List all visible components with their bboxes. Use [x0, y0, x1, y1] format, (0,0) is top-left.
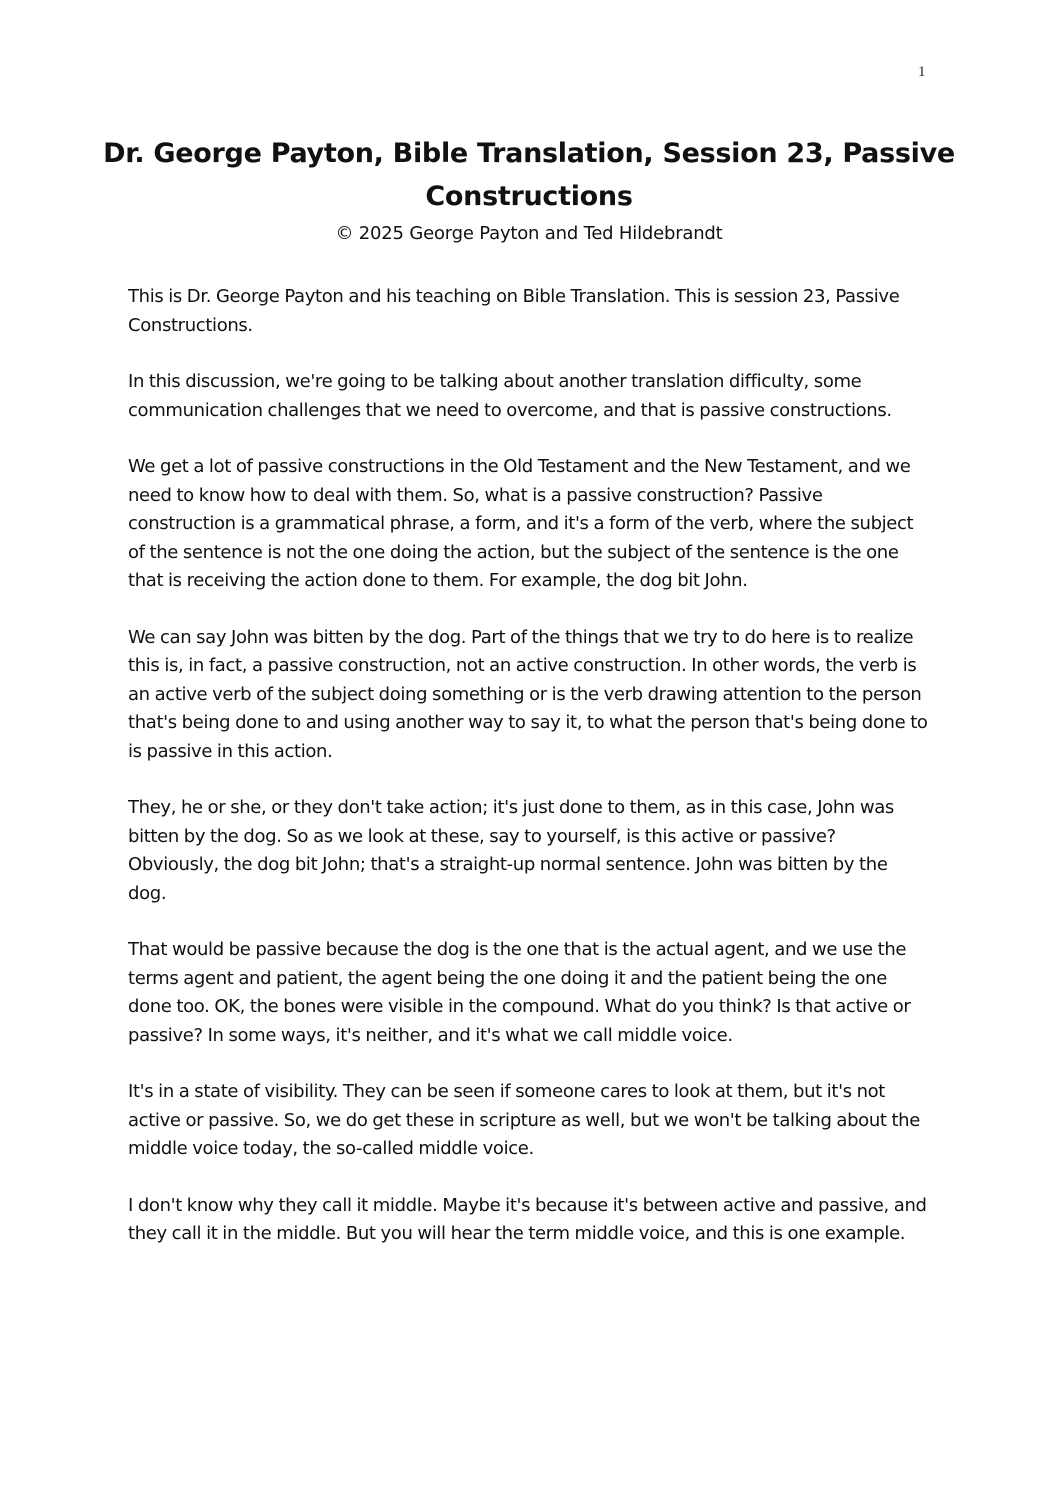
- paragraph: In this discussion, we're going to be talking about another translation difficulty, some communication challenges that we need to overcome, and that is passive constructions.: [128, 371, 892, 421]
- paragraph: It's in a state of visibility. They can be seen if someone cares to look at them, but it's not active or passive. So, we do get these in scripture as well, but we won't be talking about the middle voice today, the so-called middle voice.: [128, 1081, 920, 1159]
- paragraph: We can say John was bitten by the dog. Part of the things that we try to do here is to realize this is, in fact, a passive construction, not an active construction. In other words, the verb is an active verb of the subject doing something or is the verb drawing attention to the person that's being done to and using another way to say it, to what the person that's being done to is passive in this action.: [128, 626, 928, 762]
- paragraph: We get a lot of passive constructions in the Old Testament and the New Testament, and we need to know how to deal with them. So, what is a passive construction? Passive construction is a grammatical phrase, a form, and it's a form of the verb, where the subject of the sentence is not the one doing the action, but the subject of the sentence is the one that is receiving the action done to them. For example, the dog bit John.: [128, 456, 914, 591]
- document-title: Dr. George Payton, Bible Translation, Session 23, Passive Constructions: [103, 138, 955, 212]
- page-number: 1: [918, 64, 926, 80]
- paragraph: I don't know why they call it middle. Maybe it's because it's between active and passive, and they call it in the middle. But you will hear the term middle voice, and this is one example.: [128, 1194, 927, 1244]
- copyright-line: © 2025 George Payton and Ted Hildebrandt: [335, 223, 723, 244]
- paragraph: That would be passive because the dog is the one that is the actual agent, and we use the terms agent and patient, the agent being the one doing it and the patient being the one done too. OK, the bones were visible in the compound. What do you think? Is that active or passive? In some ways, it's neither, and it's what we call middle voice.: [128, 939, 911, 1046]
- paragraph: They, he or she, or they don't take action; it's just done to them, as in this case, John was bitten by the dog. So as we look at these, say to yourself, is this active or passive? Obviously, the dog bit John; that's a straight-up normal sentence. John was bitten by the dog.: [128, 797, 894, 904]
- paragraph: This is Dr. George Payton and his teaching on Bible Translation. This is session 23, Passive Constructions.: [128, 286, 900, 336]
- document-body: [128, 283, 930, 1277]
